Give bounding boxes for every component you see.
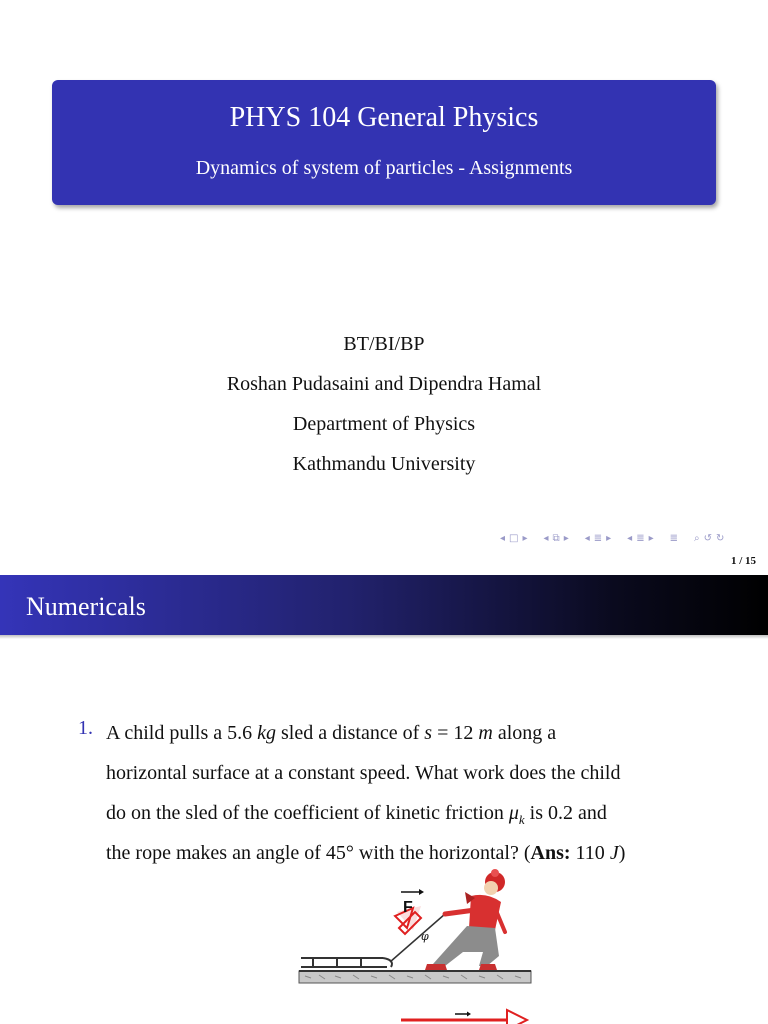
nav-part-next-icon[interactable]: ▸ [648,533,654,544]
ground-strip [299,971,531,983]
nav-next-icon[interactable]: ▸ [522,533,528,544]
page-number: 1 / 15 [730,555,756,567]
frame-title: Numericals [26,592,146,621]
nav-prev-icon[interactable]: ◂ [500,533,506,544]
child-figure [425,869,505,970]
frame-title-bar [0,575,768,635]
nav-doc-icon[interactable]: ≣ [669,533,679,544]
numericals-slide [0,575,768,1024]
question-number: 1. [78,717,93,739]
author-block [0,324,768,484]
question-line-2: horizontal surface at a constant speed. What work does the child [106,762,621,784]
question-text [106,713,736,873]
beamer-navigation-bar [500,531,740,547]
nav-part-icon[interactable]: ≣ [636,533,645,544]
nav-part-prev-icon[interactable]: ◂ [627,533,633,544]
authors-line: Roshan Pudasaini and Dipendra Hamal [226,373,542,395]
angle-label: φ [421,930,429,943]
program-line: BT/BI/BP [343,333,425,355]
velocity-arrow [401,1010,527,1024]
nav-frame-icon[interactable]: □ [509,533,519,544]
presentation-subtitle: Dynamics of system of particles - Assignments [195,157,573,179]
department-line: Department of Physics [292,413,476,435]
nav-section-next-icon[interactable]: ▸ [606,533,612,544]
presentation-title: PHYS 104 General Physics [229,102,539,133]
question-line-4: the rope makes an angle of 45° with the horizontal? (Ans: 110 J) [106,842,626,864]
question-line-1: A child pulls a 5.6 kg sled a distance of s = 12 m along a [106,722,557,744]
sled [301,958,392,967]
nav-forward-icon[interactable]: ↻ [716,533,725,544]
nav-back-icon[interactable]: ↺ [703,533,713,544]
university-line: Kathmandu University [292,453,476,475]
nav-search-icon[interactable]: ⌕ [694,533,700,544]
nav-section-prev-icon[interactable]: ◂ [584,533,590,544]
force-label: F [403,899,413,916]
question-line-3: do on the sled of the coefficient of kinetic friction $\mu_k$ is 0.2 and [106,802,607,827]
nav-subsection-icon[interactable]: ⧉ [552,533,560,544]
nav-section-icon[interactable]: ≣ [593,533,603,544]
sled-illustration [295,868,535,1024]
nav-subsection-next-icon[interactable]: ▸ [563,533,569,544]
frame-title-shadow [0,635,768,639]
nav-subsection-prev-icon[interactable]: ◂ [543,533,549,544]
answer-label: Ans: [530,842,571,864]
title-block [52,80,716,205]
